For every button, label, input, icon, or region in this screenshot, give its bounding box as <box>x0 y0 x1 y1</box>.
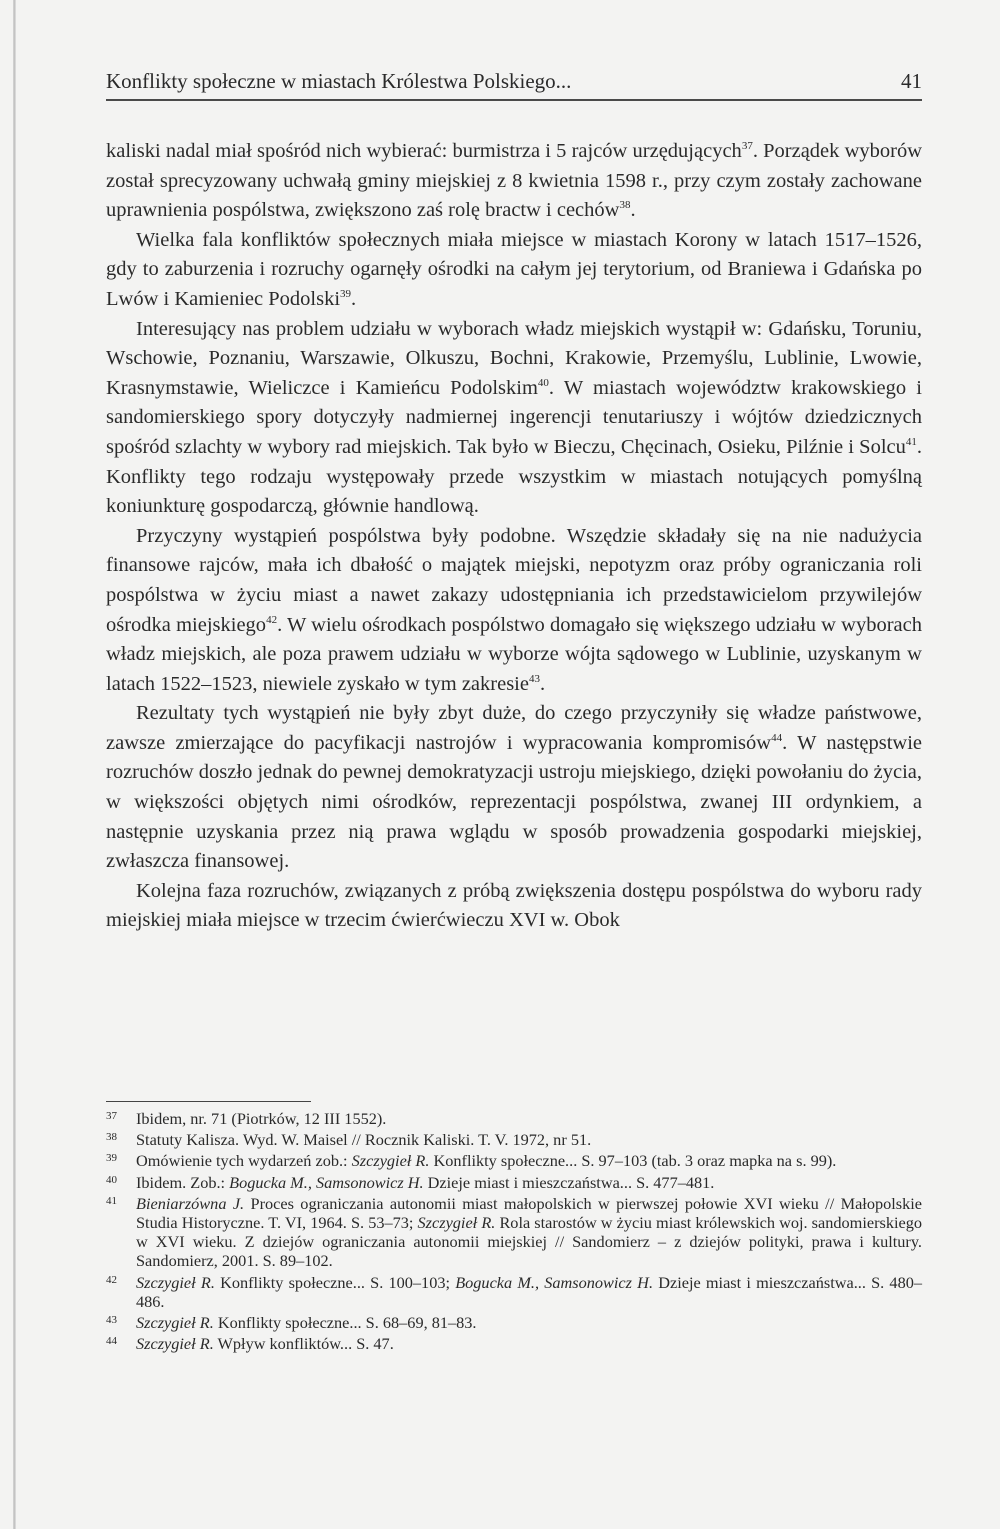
footnote-author: Bogucka M., Samsonowicz H. <box>229 1172 424 1192</box>
footnote-author: Bogucka M., Samsonowicz H. <box>455 1272 654 1292</box>
footnote-text: Ibidem. Zob.: <box>136 1172 230 1192</box>
footnote-text: Dzieje miast i mieszczaństwa... S. 480–486. <box>136 1272 922 1311</box>
footnote-43 <box>106 1313 922 1332</box>
footnote-number: 44 <box>106 1335 117 1348</box>
footnote-text: Rola starostów w życiu miast królewskich woj. sandomierskiego w XVI wieku. Z dziejów ograniczania autonomii miejskiej // Sandomierz – z dziejów polityki, prawa i kultury. Sandomierz, 2001. S. 89–102. <box>136 1213 923 1271</box>
footnote-text: Wpływ konfliktów... S. 47. <box>213 1334 394 1354</box>
page-edge-shadow <box>13 0 16 1529</box>
footnote-38 <box>106 1130 922 1149</box>
footnote-41 <box>106 1194 922 1271</box>
header-rule <box>106 99 922 101</box>
footnote-author: Szczygieł R. <box>417 1213 496 1233</box>
footnote-author: Szczygieł R. <box>136 1334 214 1354</box>
paragraph-5: Rezultaty tych wystąpień nie były zbyt duże, do czego przyczyniły się władze państwowe, zawsze zmierzające do pacyfikacji nastrojów i wypracowania kompromisów$^{44}$. W następstwie rozruchów doszło jednak do pewnej demokratyzacji ustroju miejskiego, dzięki powołaniu do życia, w większości objętych nimi ośrodków, reprezentacji pospólstwa, zwanej III ordynkiem, a następnie uzyskania przez nią prawa wglądu w sposób prowadzenia gospodarki miejskiej, zwłaszcza finansowej. <box>106 702 922 873</box>
running-title: Konflikty społeczne w miastach Królestwa Polskiego... <box>106 69 572 93</box>
footnote-author: Szczygieł R. <box>136 1313 214 1333</box>
footnote-ref-38[interactable]: 38 <box>619 199 631 212</box>
footnote-ref-44[interactable]: 44 <box>771 731 783 744</box>
footnote-text: Dzieje miast i mieszczaństwa... S. 477–481. <box>423 1172 715 1192</box>
paragraph-2: Wielka fala konfliktów społecznych miała miejsce w miastach Korony w latach 1517–1526, gdy to zaburzenia i rozruchy ogarnęły ośrodki na całym jej terytorium, od Braniewa i Gdańska po Lwów i Kamieniec Podolski$^{39}$. <box>106 228 922 310</box>
footnote-text: Konflikty społeczne... S. 100–103; <box>214 1272 456 1292</box>
footnote-ref-40[interactable]: 40 <box>537 376 549 389</box>
footnote-text: Proces ograniczania autonomii miast małopolskich w pierwszej połowie XVI wieku // Małopolskie Studia Historyczne. T. VI, 1964. S. 53–73; <box>136 1193 923 1233</box>
footnote-ref-42[interactable]: 42 <box>266 613 278 626</box>
footnote-42 <box>106 1273 922 1311</box>
footnote-ref-41[interactable]: 41 <box>905 435 917 448</box>
footnote-ref-39[interactable]: 39 <box>340 287 352 300</box>
footnote-separator <box>106 1101 311 1102</box>
running-header <box>106 68 922 94</box>
footnote-number: 41 <box>106 1194 117 1207</box>
footnote-author: Szczygieł R. <box>136 1272 215 1292</box>
footnote-number: 40 <box>106 1173 117 1186</box>
footnote-40 <box>106 1173 922 1192</box>
page-number: 41 <box>901 69 922 93</box>
footnote-text: Omówienie tych wydarzeń zob.: <box>136 1151 352 1171</box>
paragraph-6: Kolejna faza rozruchów, związanych z próbą zwiększenia dostępu pospólstwa do wyboru rady miejskiej miała miejsce w trzecim ćwierćwieczu XVI w. Obok <box>106 879 922 932</box>
footnote-author: Szczygieł R. <box>351 1151 430 1171</box>
footnote-number: 43 <box>106 1314 117 1327</box>
footnote-number: 38 <box>106 1131 117 1144</box>
footnote-text: Statuty Kalisza. Wyd. W. Maisel // Rocznik Kaliski. T. V. 1972, nr 51. <box>136 1130 592 1150</box>
footnote-44 <box>106 1334 922 1353</box>
footnote-ref-43[interactable]: 43 <box>528 672 540 685</box>
paragraph-1: kaliski nadal miał spośród nich wybierać: burmistrza i 5 rajców urzędujących$^{37}$. Porządek wyborów został sprecyzowany uchwałą gminy miejskiej z 8 kwietnia 1598 r., przy czym zostały zachowane uprawnienia pospólstwa, zwiększono zaś rolę bractw i cechów$^{38}$. <box>106 140 922 222</box>
footnote-number: 39 <box>106 1152 117 1165</box>
footnote-text: Konflikty społeczne... S. 68–69, 81–83. <box>213 1313 477 1333</box>
footnote-number: 42 <box>106 1273 117 1286</box>
body-text <box>106 137 922 936</box>
footnote-number: 37 <box>106 1110 117 1122</box>
footnote-ref-37[interactable]: 37 <box>741 140 753 152</box>
footnote-37 <box>106 1109 922 1128</box>
paragraph-3: Interesujący nas problem udziału w wyborach władz miejskich wystąpił w: Gdańsku, Toruniu, Wschowie, Poznaniu, Warszawie, Olkuszu, Bochni, Krakowie, Przemyślu, Lublinie, Lwowie, Krasnymstawie, Wieliczce i Kamieńcu Podolskim$^{40}$. W miastach województw krakowskiego i sandomierskiego spory dotyczyły nadmiernej ingerencji tenutariuszy i wójtów dziedzicznych spośród szlachty w wybory rad miejskich. Tak było w Bieczu, Chęcinach, Osieku, Pilźnie i Solcu$^{41}$. Konflikty tego rodzaju występowały przede wszystkim w miastach notujących pomyślną koniunkturę gospodarczą, głównie handlową. <box>106 317 922 518</box>
footnote-39 <box>106 1151 922 1170</box>
footnote-text: Konflikty społeczne... S. 97–103 (tab. 3 oraz mapka na s. 99). <box>429 1151 837 1171</box>
footnotes <box>106 1109 922 1355</box>
footnote-text: Ibidem, nr. 71 (Piotrków, 12 III 1552). <box>136 1109 387 1128</box>
paragraph-4: Przyczyny wystąpień pospólstwa były podobne. Wszędzie składały się na nie nadużycia finansowe rajców, mała ich dbałość o majątek miejski, nepotyzm oraz próby ograniczania roli pospólstwa w życiu miast a nawet zakazy udostępniania ich przedstawicielom przywilejów ośrodka miejskiego$^{42}$. W wielu ośrodkach pospólstwo domagało się większego udziału w wyborach władz miejskich, ale poza prawem udziału w wyborze wójta sądowego w Lublinie, uzyskanym w latach 1522–1523, niewiele zyskało w tym zakresie$^{43}$. <box>106 524 922 695</box>
footnote-author: Bieniarzówna J. <box>136 1193 245 1213</box>
